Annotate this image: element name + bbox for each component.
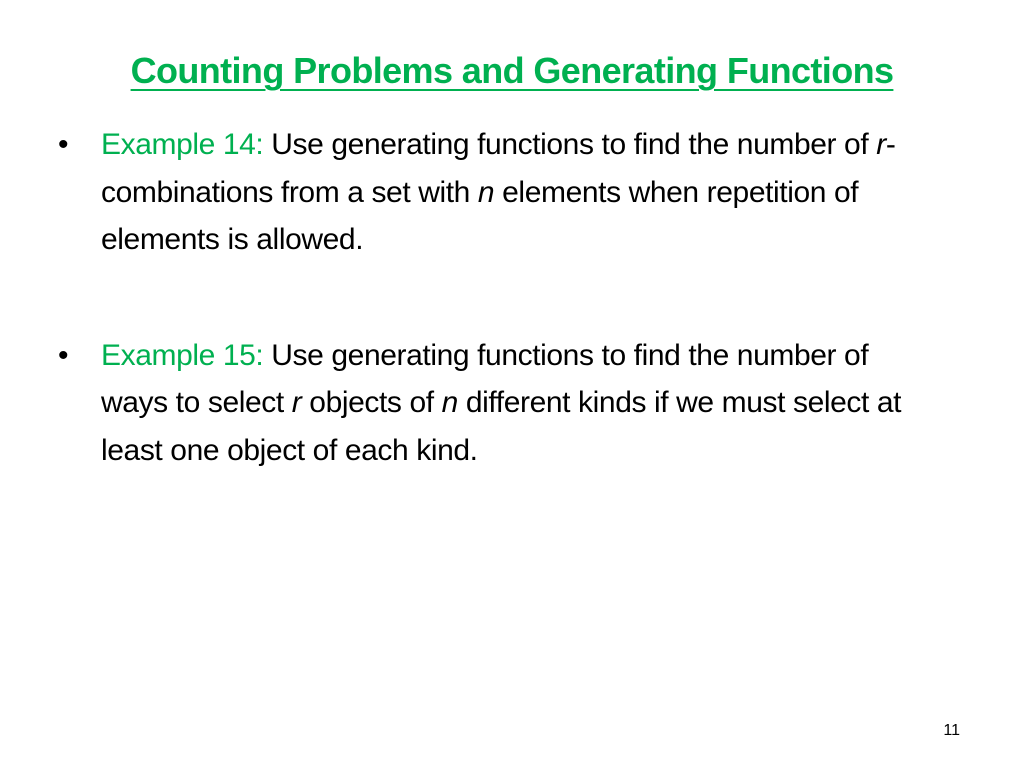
bullet-text: Use generating functions to find the number of bbox=[263, 128, 877, 161]
page-number: 11 bbox=[943, 722, 960, 739]
variable-n: n bbox=[477, 175, 495, 209]
bullet-list bbox=[58, 121, 938, 474]
bullet-text: -combinations from a set with bbox=[101, 128, 896, 209]
example-label: Example 14: bbox=[101, 128, 264, 161]
variable-n: n bbox=[441, 386, 458, 419]
bullet-item-example-14 bbox=[58, 121, 938, 264]
bullet-text: elements when repetition of elements is allowed. bbox=[101, 175, 859, 256]
example-label: Example 15: bbox=[101, 338, 264, 372]
bullet-icon: • bbox=[58, 338, 69, 372]
variable-r: r bbox=[876, 128, 886, 161]
bullet-icon: • bbox=[58, 128, 69, 161]
bullet-item-example-15 bbox=[58, 332, 938, 475]
title-container bbox=[0, 46, 1024, 96]
bullet-text: objects of bbox=[301, 386, 442, 419]
slide-title: Counting Problems and Generating Functions bbox=[130, 50, 894, 91]
variable-r: r bbox=[291, 386, 302, 419]
bullet-text: different kinds if we must select at least one object of each kind. bbox=[101, 386, 902, 467]
bullet-text: Use generating functions to find the number of ways to select bbox=[101, 338, 869, 419]
